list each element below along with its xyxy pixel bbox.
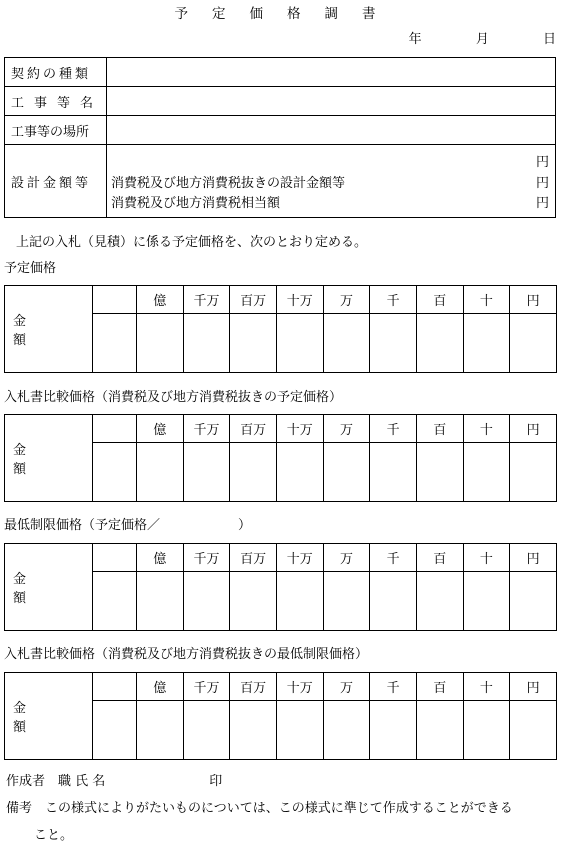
digit-cell[interactable] [183,701,230,760]
contract-type-label: 契約の種類 [5,58,107,87]
unit-juman: 十万 [276,286,323,314]
unit-ju: 十 [463,415,510,443]
digit-cell[interactable] [230,701,277,760]
digit-cell[interactable] [93,443,137,502]
section-heading-yotei: 予定価格 [4,261,57,276]
digit-cell[interactable] [276,701,323,760]
digit-cell[interactable] [183,314,230,373]
digit-cell[interactable] [323,314,370,373]
section-heading-bid-compare-min: 入札書比較価格（消費税及び地方消費税抜きの最低制限価格） [4,647,369,662]
unit-hyaku: 百 [416,415,463,443]
unit-senman: 千万 [183,544,230,572]
digit-cell[interactable] [370,443,417,502]
info-table [4,57,556,218]
unit-juman: 十万 [276,544,323,572]
creator-line: 作成者 職 氏 名 印 [6,774,223,789]
unit-yen: 円 [510,673,557,701]
note-line-1: 備考 この様式によりがたいものについては、この様式に準じて作成することができる [6,801,513,816]
amount-grid-bid-compare [4,414,557,502]
digit-cell[interactable] [510,314,557,373]
unit-hyakuman: 百万 [230,673,277,701]
digit-cell[interactable] [93,314,137,373]
date-line [383,28,556,47]
unit-oku: 億 [137,415,184,443]
unit-man: 万 [323,544,370,572]
unit-ju: 十 [463,544,510,572]
unit-hyakuman: 百万 [230,415,277,443]
amount-label: 金額 [5,544,93,631]
amount-label: 金額 [5,415,93,502]
digit-cell[interactable] [230,572,277,631]
unit-ju: 十 [463,286,510,314]
amount-grid-bid-compare-min [4,672,557,760]
unit-senman: 千万 [183,415,230,443]
digit-cell[interactable] [276,443,323,502]
excl-tax-yen: 円 [535,176,549,191]
unit-oku: 億 [137,544,184,572]
digit-cell[interactable] [323,572,370,631]
work-name-value[interactable] [107,87,556,116]
unit-sen: 千 [370,544,417,572]
digit-cell[interactable] [183,443,230,502]
unit-senman: 千万 [183,286,230,314]
unit-sen: 千 [370,415,417,443]
unit-hyakuman: 百万 [230,544,277,572]
design-amount-row [5,145,556,218]
digit-cell[interactable] [230,443,277,502]
digit-cell[interactable] [370,701,417,760]
unit-yen: 円 [510,415,557,443]
digit-cell[interactable] [463,572,510,631]
tax-yen: 円 [535,196,549,211]
contract-type-value[interactable] [107,58,556,87]
digit-cell[interactable] [370,572,417,631]
unit-sen: 千 [370,673,417,701]
digit-cell[interactable] [463,443,510,502]
unit-oku: 億 [137,673,184,701]
work-name-label: 工事等名 [5,87,107,116]
unit-oku: 億 [137,286,184,314]
unit-hyakuman: 百万 [230,286,277,314]
digit-cell[interactable] [463,701,510,760]
unit-man: 万 [323,673,370,701]
work-place-row [5,116,556,145]
digit-cell[interactable] [323,701,370,760]
digit-cell[interactable] [137,443,184,502]
digit-cell[interactable] [370,314,417,373]
work-name-row [5,87,556,116]
digit-cell[interactable] [230,314,277,373]
digit-cell[interactable] [416,701,463,760]
digit-cell[interactable] [183,572,230,631]
unit-man: 万 [323,286,370,314]
digit-cell[interactable] [416,572,463,631]
amount-grid-min-limit [4,543,557,631]
unit-hyaku: 百 [416,673,463,701]
amount-label: 金額 [5,673,93,760]
digit-cell[interactable] [510,701,557,760]
digit-cell[interactable] [93,572,137,631]
work-place-label: 工事等の場所 [5,116,107,145]
unit-yen: 円 [510,286,557,314]
section-heading-bid-compare: 入札書比較価格（消費税及び地方消費税抜きの予定価格） [4,390,343,405]
tax-label: 消費税及び地方消費税相当額 [111,196,281,211]
design-amount-yen: 円 [535,155,549,170]
unit-senman: 千万 [183,673,230,701]
unit-juman: 十万 [276,415,323,443]
digit-cell[interactable] [137,701,184,760]
design-amount-value[interactable] [107,145,556,218]
date-day: 日 [542,32,556,47]
excl-tax-label: 消費税及び地方消費税抜きの設計金額等 [111,176,346,191]
unit-man: 万 [323,415,370,443]
digit-cell[interactable] [416,314,463,373]
digit-cell[interactable] [323,443,370,502]
unit-hyaku: 百 [416,286,463,314]
contract-type-row [5,58,556,87]
section-heading-min-limit: 最低制限価格（予定価格／ ） [4,518,252,533]
date-month: 月 [475,32,489,47]
digit-cell[interactable] [137,572,184,631]
unit-sen: 千 [370,286,417,314]
digit-cell[interactable] [416,443,463,502]
digit-cell[interactable] [276,572,323,631]
amount-grid-yotei [4,285,557,373]
work-place-value[interactable] [107,116,556,145]
digit-cell[interactable] [276,314,323,373]
unit-ju: 十 [463,673,510,701]
design-amount-label: 設計金額等 [5,145,107,218]
unit-yen: 円 [510,544,557,572]
digit-cell[interactable] [93,701,137,760]
digit-cell[interactable] [463,314,510,373]
decision-sentence: 上記の入札（見積）に係る予定価格を、次のとおり定める。 [16,235,368,250]
date-year: 年 [408,32,422,47]
digit-cell[interactable] [137,314,184,373]
amount-label: 金額 [5,286,93,373]
unit-hyaku: 百 [416,544,463,572]
digit-cell[interactable] [510,443,557,502]
note-line-2: こと。 [34,828,74,843]
document-title: 予定価格調書 [174,6,400,22]
digit-cell[interactable] [510,572,557,631]
unit-juman: 十万 [276,673,323,701]
